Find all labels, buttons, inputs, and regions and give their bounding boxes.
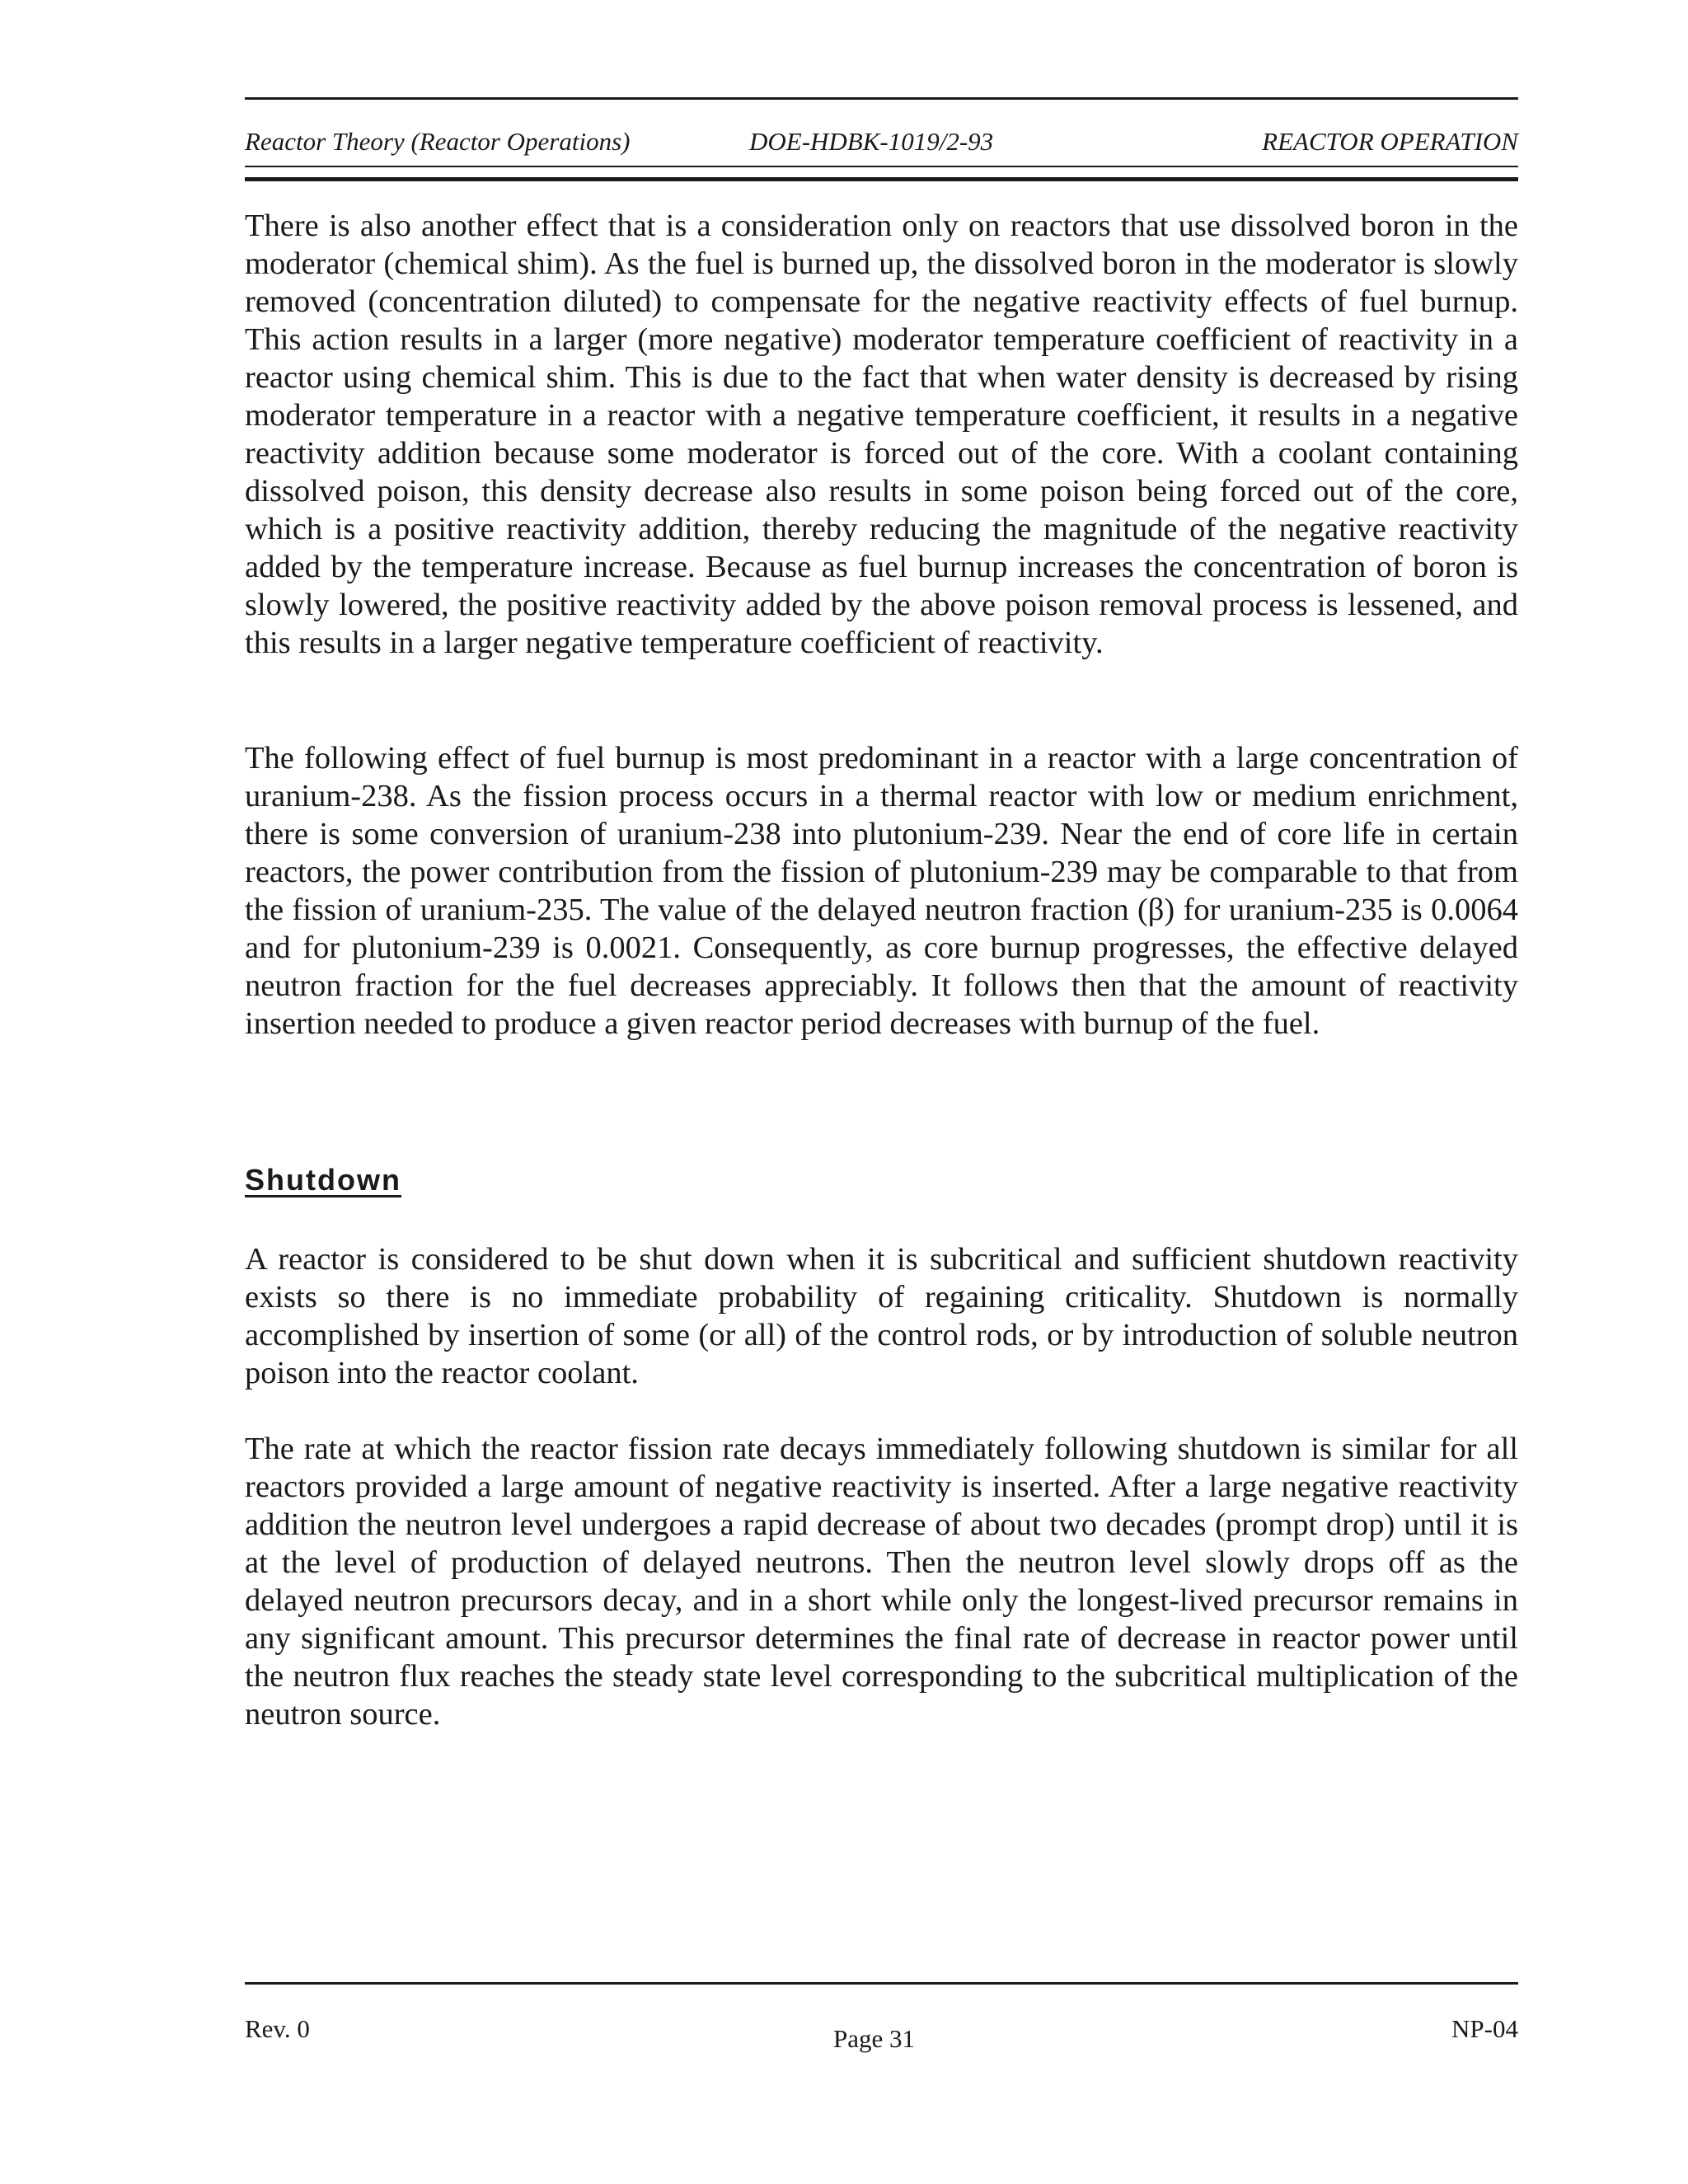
header-document-title: Reactor Theory (Reactor Operations) — [245, 127, 631, 156]
paragraph-chemical-shim: There is also another effect that is a consideration only on reactors that use dissolved boron in the moderator (chemical shim). As the fuel is burned up, the dissolved boron in the moderator is slowly removed (concentration diluted) to compensate for the negative reactivity effects of fuel burnup. This action results in a larger (more negative) moderator temperature coefficient of reactivity in a reactor using chemical shim. This is due to the fact that when water density is decreased by rising moderator temperature in a reactor with a negative temperature coefficient, it results in a negative reactivity addition because some moderator is forced out of the core. With a coolant containing dissolved poison, this density decrease also results in some poison being forced out of the core, which is a positive reactivity addition, thereby reducing the magnitude of the negative reactivity added by the temperature increase. Because as fuel burnup increases the concentration of boron is slowly lowered, the positive reactivity added by the above poison removal process is lessened, and this results in a larger negative temperature coefficient of reactivity. — [245, 209, 1518, 660]
footer-rule — [245, 1982, 1518, 1985]
paragraph-shutdown-definition: A reactor is considered to be shut down when it is subcritical and sufficient shutdown reactivity exists so there is no immediate probability of regaining criticality. Shutdown is normally accomplished by insertion of some (or all) of the control rods, or by introduction of soluble neutron poison into the reactor coolant. — [245, 1242, 1518, 1390]
header-top-rule — [245, 97, 1518, 100]
section-heading-shutdown: Shutdown — [245, 1163, 401, 1197]
running-header — [245, 125, 1518, 158]
footer-module-code: NP-04 — [1451, 2014, 1518, 2043]
footer-page-number: Page 31 — [833, 2024, 916, 2053]
header-chapter-title: REACTOR OPERATION — [1262, 127, 1518, 156]
page-footer — [245, 2011, 1518, 2060]
header-bottom-rule-thick — [245, 177, 1518, 181]
header-document-number: DOE-HDBK-1019/2-93 — [749, 127, 994, 156]
paragraph-fuel-burnup: The following effect of fuel burnup is most predominant in a reactor with a large concentration of uranium-238. As the fission process occurs in a thermal reactor with low or medium enrichment, there is some conversion of uranium-238 into plutonium-239. Near the end of core life in certain reactors, the power contribution from the fission of plutonium-239 may be comparable to that from the fission of uranium-235. The value of the delayed neutron fraction (β) for uranium-235 is 0.0064 and for plutonium-239 is 0.0021. Consequently, as core burnup progresses, the effective delayed neutron fraction for the fuel decreases appreciably. It follows then that the amount of reactivity insertion needed to produce a given reactor period decreases with burnup of the fuel. — [245, 741, 1518, 1041]
paragraph-shutdown-decay: The rate at which the reactor fission rate decays immediately following shutdown is similar for all reactors provided a large amount of negative reactivity is inserted. After a large negative reactivity addition the neutron level undergoes a rapid decrease of about two decades (prompt drop) until it is at the level of production of delayed neutrons. Then the neutron level slowly drops off as the delayed neutron precursors decay, and in a short while only the longest-lived precursor remains in any significant amount. This precursor determines the final rate of decrease in reactor power until the neutron flux reaches the steady state level corresponding to the subcritical multiplication of the neutron source. — [245, 1432, 1518, 1732]
header-bottom-rule-thin — [245, 166, 1518, 167]
footer-revision: Rev. 0 — [245, 2014, 310, 2043]
